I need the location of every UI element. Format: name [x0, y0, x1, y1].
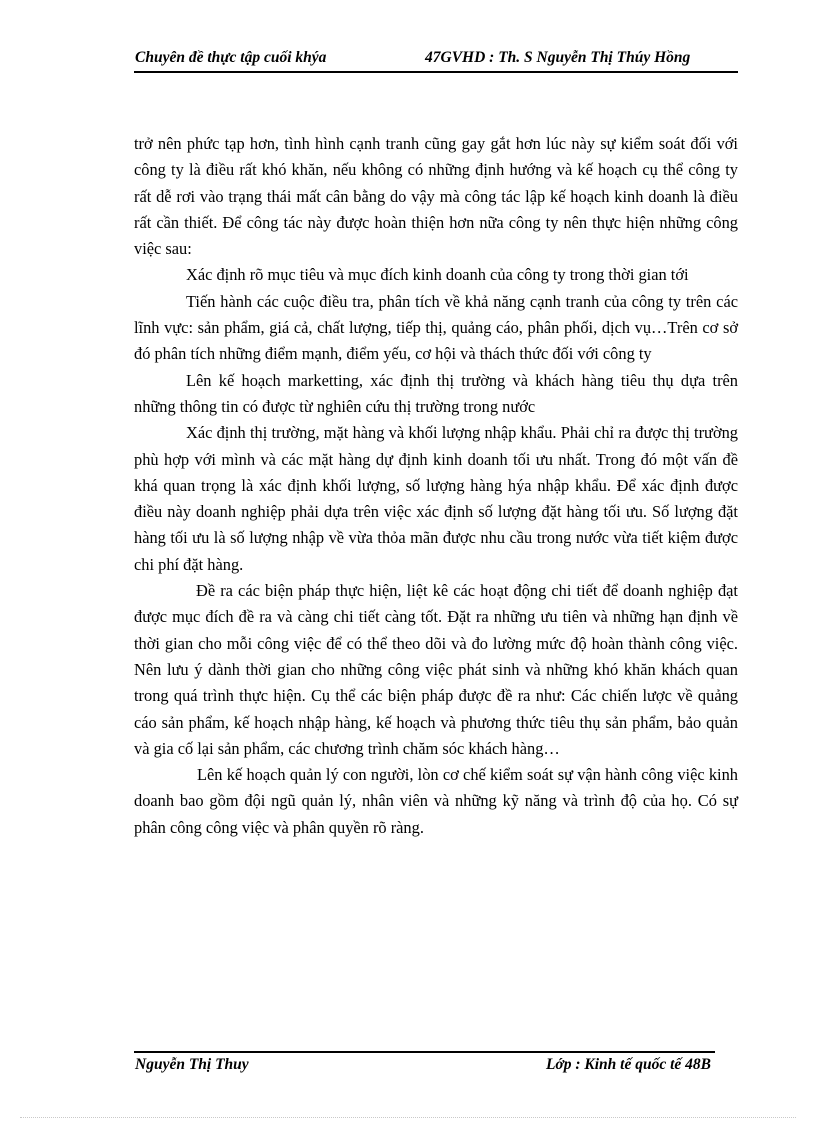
paragraph: Lên kế hoạch quản lý con người, lòn cơ chế kiểm soát sự vận hành công việc kinh doanh bao gồm đội ngũ quản lý, nhân viên và những kỹ năng và trình độ của họ. Có sự phân công công việc và phân quyền rõ ràng.	[134, 765, 738, 837]
paragraph: Lên kế hoạch marketting, xác định thị trường và khách hàng tiêu thụ dựa trên những thông tin có được từ nghiên cứu thị trường trong nước	[134, 370, 738, 416]
page-header	[134, 47, 738, 71]
paragraph: Xác định thị trường, mặt hàng và khối lượng nhập khẩu. Phải chỉ ra được thị trường phù hợp với mình và các mặt hàng dự định kinh doanh tối ưu nhất. Trong đó một vấn đề khá quan trọng là xác định khối lượng, số lượng hàng hýa nhập khẩu. Để xác định được điều này doanh nghiệp phải dựa trên việc xác định số lượng đặt hàng tối ưu. Số lượng đặt hàng tối ưu là số lượng nhập về vừa thỏa mãn được nhu cầu trong nước vừa tiết kiệm được chi phí đặt hàng.	[134, 423, 738, 574]
footer-author: Nguyễn Thị Thuy	[135, 1056, 249, 1073]
paragraph: Đề ra các biện pháp thực hiện, liệt kê các hoạt động chi tiết để doanh nghiệp đạt được mục đích đề ra và càng chi tiết càng tốt. Đặt ra những ưu tiên và những hạn định về thời gian cho mỗi công việc để có thể theo dõi và đo lường mức độ hoàn thành công việc. Nên lưu ý dành thời gian cho những công việc phát sinh và những khó khăn khách quan trong quá trình thực hiện. Cụ thể các biện pháp được đề ra như: Các chiến lược về quảng cáo sản phẩm, kế hoạch nhập hàng, kế hoạch và phương thức tiêu thụ sản phẩm, bảo quản và gia cố lại sản phẩm, các chương trình chăm sóc khách hàng…	[134, 581, 738, 758]
paragraph: trở nên phức tạp hơn, tình hình cạnh tranh cũng gay gắt hơn lúc này sự kiểm soát đối với công ty là điều rất khó khăn, nếu không có những định hướng và kế hoạch cụ thể công ty rất dễ rơi vào trạng thái mất cân bằng do vậy mà công tác lập kế hoạch kinh doanh là điều rất cần thiết. Để công tác này được hoàn thiện hơn nữa công ty nên thực hiện những công việc sau:	[134, 134, 738, 259]
footer-rule	[134, 1051, 715, 1053]
header-page-advisor: 47GVHD : Th. S Nguyễn Thị Thúy Hồng	[425, 49, 691, 66]
header-rule	[134, 71, 738, 73]
page-edge-divider	[20, 1117, 796, 1118]
paragraph: Tiến hành các cuộc điều tra, phân tích về khả năng cạnh tranh của công ty trên các lĩnh vực: sản phẩm, giá cả, chất lượng, tiếp thị, quảng cáo, phân phối, dịch vụ…Trên cơ sở đó phân tích những điểm mạnh, điểm yếu, cơ hội và thách thức đối với công ty	[134, 291, 738, 364]
footer-class: Lớp : Kinh tế quốc tế 48B	[545, 1056, 711, 1073]
document-body	[134, 131, 738, 841]
paragraph: Xác định rõ mục tiêu và mục đích kinh doanh của công ty trong thời gian tới	[186, 265, 689, 285]
header-title: Chuyên đề thực tập cuối khýa	[135, 49, 327, 66]
